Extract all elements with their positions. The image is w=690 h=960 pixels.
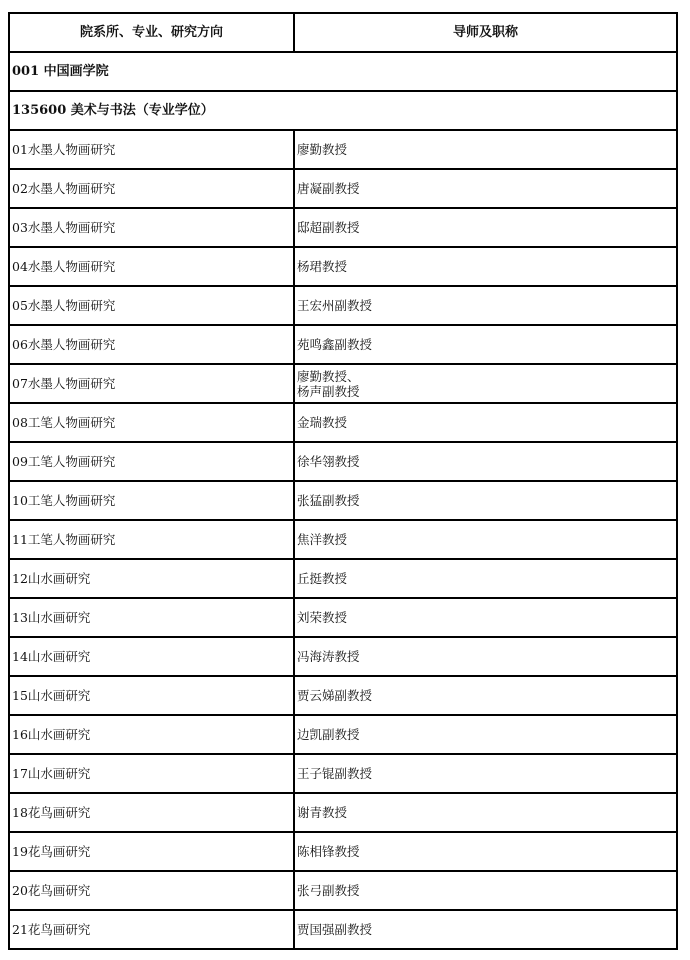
research-direction: 12山水画研究 — [10, 560, 295, 597]
table-row — [10, 755, 678, 794]
research-direction: 15山水画研究 — [10, 677, 295, 714]
table-header — [10, 14, 678, 53]
advisor-name: 陈相锋教授 — [295, 833, 678, 870]
header-advisor: 导师及职称 — [295, 14, 678, 51]
advisor-name: 唐凝副教授 — [295, 170, 678, 207]
header-direction: 院系所、专业、研究方向 — [10, 14, 295, 51]
table-row — [10, 131, 678, 170]
table-row — [10, 443, 678, 482]
advisor-name: 焦洋教授 — [295, 521, 678, 558]
advisor-name: 冯海涛教授 — [295, 638, 678, 675]
advisor-table — [8, 12, 678, 950]
major-name: 135600 美术与书法（专业学位） — [10, 92, 678, 129]
research-direction: 03水墨人物画研究 — [10, 209, 295, 246]
table-row — [10, 287, 678, 326]
research-direction: 08工笔人物画研究 — [10, 404, 295, 441]
research-direction: 16山水画研究 — [10, 716, 295, 753]
advisor-name: 王宏州副教授 — [295, 287, 678, 324]
advisor-name: 杨珺教授 — [295, 248, 678, 285]
table-row — [10, 404, 678, 443]
table-row — [10, 638, 678, 677]
advisor-name: 张猛副教授 — [295, 482, 678, 519]
research-direction: 13山水画研究 — [10, 599, 295, 636]
table-row — [10, 326, 678, 365]
table-row — [10, 794, 678, 833]
research-direction: 21花鸟画研究 — [10, 911, 295, 948]
table-row — [10, 833, 678, 872]
table-row — [10, 209, 678, 248]
advisor-name: 贾云娣副教授 — [295, 677, 678, 714]
table-row — [10, 599, 678, 638]
major-row — [10, 92, 678, 131]
advisor-name: 徐华翎教授 — [295, 443, 678, 480]
research-direction: 04水墨人物画研究 — [10, 248, 295, 285]
advisor-name: 张弓副教授 — [295, 872, 678, 909]
table-row — [10, 248, 678, 287]
research-direction: 05水墨人物画研究 — [10, 287, 295, 324]
table-row — [10, 560, 678, 599]
advisor-name: 金瑞教授 — [295, 404, 678, 441]
advisor-name: 王子锟副教授 — [295, 755, 678, 792]
research-direction: 19花鸟画研究 — [10, 833, 295, 870]
table-row — [10, 872, 678, 911]
department-name: 001 中国画学院 — [10, 53, 678, 90]
research-direction: 09工笔人物画研究 — [10, 443, 295, 480]
advisor-name: 廖勤教授 — [295, 131, 678, 168]
table-row — [10, 716, 678, 755]
research-direction: 06水墨人物画研究 — [10, 326, 295, 363]
table-row — [10, 521, 678, 560]
advisor-name: 丘挺教授 — [295, 560, 678, 597]
research-direction: 17山水画研究 — [10, 755, 295, 792]
table-row — [10, 677, 678, 716]
research-direction: 11工笔人物画研究 — [10, 521, 295, 558]
research-direction: 20花鸟画研究 — [10, 872, 295, 909]
advisor-name: 刘荣教授 — [295, 599, 678, 636]
advisor-name: 谢青教授 — [295, 794, 678, 831]
research-direction: 10工笔人物画研究 — [10, 482, 295, 519]
table-row — [10, 911, 678, 950]
advisor-name: 贾国强副教授 — [295, 911, 678, 948]
department-row — [10, 53, 678, 92]
table-row — [10, 170, 678, 209]
research-direction: 18花鸟画研究 — [10, 794, 295, 831]
table-row — [10, 482, 678, 521]
research-direction: 01水墨人物画研究 — [10, 131, 295, 168]
table-row — [10, 365, 678, 404]
research-direction: 07水墨人物画研究 — [10, 365, 295, 402]
research-direction: 14山水画研究 — [10, 638, 295, 675]
advisor-name: 苑鸣鑫副教授 — [295, 326, 678, 363]
advisor-name: 邸超副教授 — [295, 209, 678, 246]
research-direction: 02水墨人物画研究 — [10, 170, 295, 207]
advisor-name: 廖勤教授、 杨声副教授 — [295, 365, 678, 402]
advisor-name: 边凯副教授 — [295, 716, 678, 753]
